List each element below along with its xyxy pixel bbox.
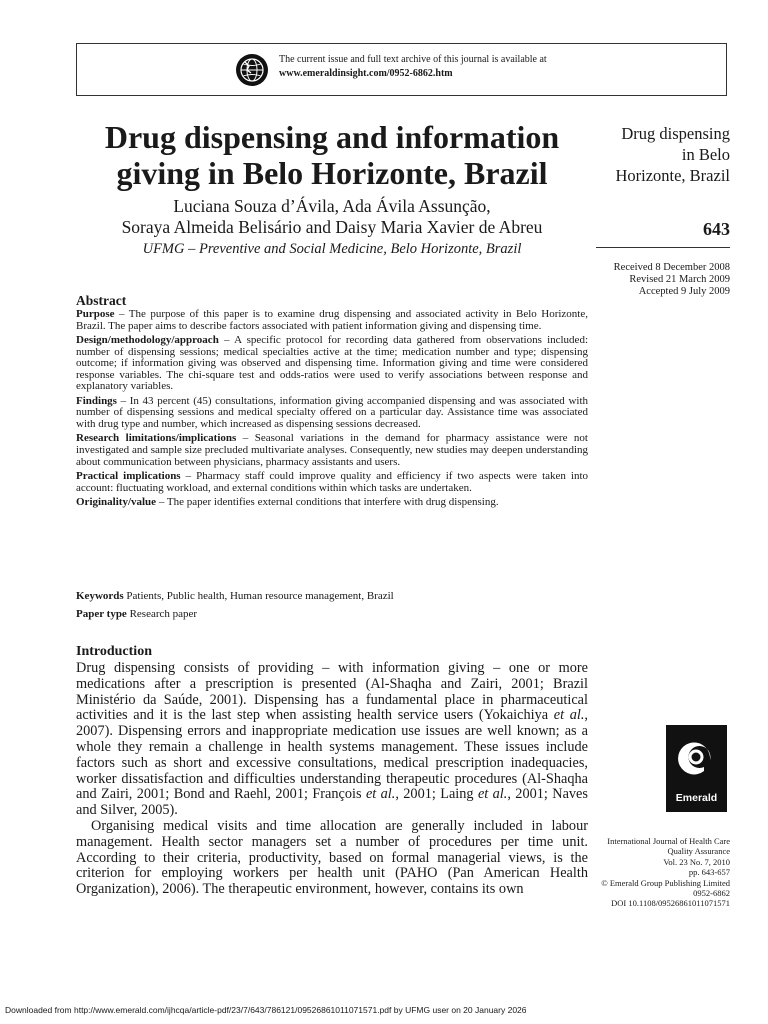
article-dates (590, 262, 730, 298)
journal-doi: DOI 10.1108/09526861011071571 (611, 898, 730, 909)
abstract-findings (76, 396, 588, 431)
paragraph (76, 661, 588, 819)
author-affiliation: UFMG – Preventive and Social Medicine, Belo Horizonte, Brazil (142, 241, 522, 257)
journal-pages: pp. 643-657 (688, 867, 730, 878)
text-run: , 2007). Dispensing errors and inappropriate medication use issues are well known; as a whole they remain a challenge in health systems management. These issues include factors such as short and excessive consultations, medical prescription inadequacies, worker dissatisfaction and difficulties understanding therapeutic procedures (Al-Shaqha and Zairi, 2001; Bond and Raehl, 2001; François (76, 707, 588, 803)
abstract-design (76, 335, 588, 393)
title-line: Drug dispensing and information (104, 119, 560, 155)
running-head-line: Horizonte, Brazil (615, 166, 730, 185)
abstract-purpose (76, 309, 588, 332)
section-label: Findings (76, 394, 117, 407)
section-text: – In 43 percent (45) consultations, information giving accompanied dispensing and was associated with number of dispensing sessions and medical specialty offered on a particular day. Assistance time was associated with drug type and number, which increased as dispensing sessions decreased. (76, 394, 588, 430)
journal-issn: 0952-6862 (693, 888, 730, 899)
side-divider (596, 247, 730, 248)
text-run: , 2001; Laing (395, 786, 478, 803)
section-label: Design/methodology/approach (76, 333, 219, 346)
keywords-text: Patients, Public health, Human resource management, Brazil (123, 590, 394, 602)
journal-name: International Journal of Health Care (607, 836, 730, 846)
section-text: – The paper identifies external conditions that interfere with drug dispensing. (156, 495, 499, 508)
running-head-line: in Belo (681, 145, 730, 164)
text-run-italic: et al. (365, 786, 396, 803)
text-run-italic: et al. (477, 786, 508, 803)
section-label: Originality/value (76, 495, 157, 508)
authors-line: Soraya Almeida Belisário and Daisy Maria Xavier de Abreu (121, 217, 543, 237)
text-run: Drug dispensing consists of providing – with information giving – one or more medications after a prescription is presented (Al-Shaqha and Zairi, 2001; Brazil Ministério da Saúde, 2001). Dispensing has a fundamental place in pharmaceutical activities and it is the last step when assisting health service users (Yokaichiya (76, 660, 588, 724)
page-number: 643 (703, 219, 730, 239)
section-text: – Seasonal variations in the demand for pharmacy assistance were not investigated and sample size precluded multivariate analyses. Consequently, new studies may deepen understanding about communication between physicians, pharmacy assistants and users. (76, 432, 588, 468)
date-received: Received 8 December 2008 (613, 262, 730, 273)
emerald-logo (666, 725, 727, 812)
abstract-practical (76, 471, 588, 494)
paper-type-label: Paper type (76, 608, 127, 620)
abstract-heading: Abstract (76, 293, 127, 308)
paper-type (76, 608, 588, 621)
abstract-limitations (76, 433, 588, 468)
abstract-originality (76, 497, 588, 509)
section-label: Practical implications (76, 469, 181, 482)
running-head-line: Drug dispensing (621, 124, 730, 143)
article-title (76, 119, 588, 191)
date-revised: Revised 21 March 2009 (629, 274, 730, 285)
abstract-body (76, 309, 588, 511)
emerald-swirl-icon (674, 733, 719, 783)
header-journal-url[interactable]: www.emeraldinsight.com/0952-6862.htm (279, 68, 453, 79)
section-text: – The purpose of this paper is to examine drug dispensing and associated activity in Belo Horizonte, Brazil. The paper aims to describe factors associated with patient information giving and dispensing time. (76, 308, 588, 332)
keywords-block (76, 590, 588, 626)
article-authors (76, 196, 588, 238)
authors-line: Luciana Souza d’Ávila, Ada Ávila Assunção, (173, 196, 491, 216)
emerald-logo-text: Emerald (675, 792, 718, 804)
journal-copyright: © Emerald Group Publishing Limited (601, 877, 730, 888)
running-head (594, 123, 730, 186)
journal-info (560, 836, 730, 909)
journal-volume: Vol. 23 No. 7, 2010 (663, 856, 730, 867)
paragraph: Organising medical visits and time allocation are generally included in labour management. Health sector managers set a number of procedures per time unit. According to their criteria, productivity, based on formal managerial views, is the criterion for employing workers per health unit (PAHO (Pan American Health Organization), 2006). The therapeutic environment, however, contains its own (76, 817, 588, 898)
section-text: – Pharmacy staff could improve quality and efficiency if two aspects were taken into account: fluctuating workload, and external conditions within which tasks are undertaken. (76, 469, 588, 494)
paper-type-text: Research paper (126, 608, 198, 620)
keywords-label: Keywords (76, 590, 124, 602)
text-run-italic: et al. (553, 707, 585, 724)
section-label: Research limitations/implications (76, 432, 237, 445)
date-accepted: Accepted 9 July 2009 (638, 286, 730, 297)
text-run: , 2001; Naves and Silver, 2005). (76, 786, 588, 819)
header-archive-note: The current issue and full text archive of this journal is available at (279, 54, 547, 65)
title-line: giving in Belo Horizonte, Brazil (116, 155, 548, 191)
download-footer: Downloaded from http://www.emerald.com/ijhcqa/article-pdf/23/7/643/786121/09526861011071571.pdf by UFMG user on 20 January 2026 (5, 1005, 527, 1015)
emerald-globe-icon (235, 53, 269, 87)
introduction-heading: Introduction (76, 644, 152, 659)
introduction-body (76, 661, 588, 898)
journal-name: Quality Assurance (667, 846, 730, 857)
section-text: – A specific protocol for recording data gathered from observations included: number of dispensing sessions; medical specialties active at the time; medication number and type; dispensing outcome; if information giving was observed and dispensing time. Information giving and time were considered response variables. The chi-square test and odds-ratios were used to verify associations between response and explanatory variables. (76, 333, 588, 393)
section-label: Purpose (76, 308, 115, 320)
keywords (76, 590, 588, 603)
